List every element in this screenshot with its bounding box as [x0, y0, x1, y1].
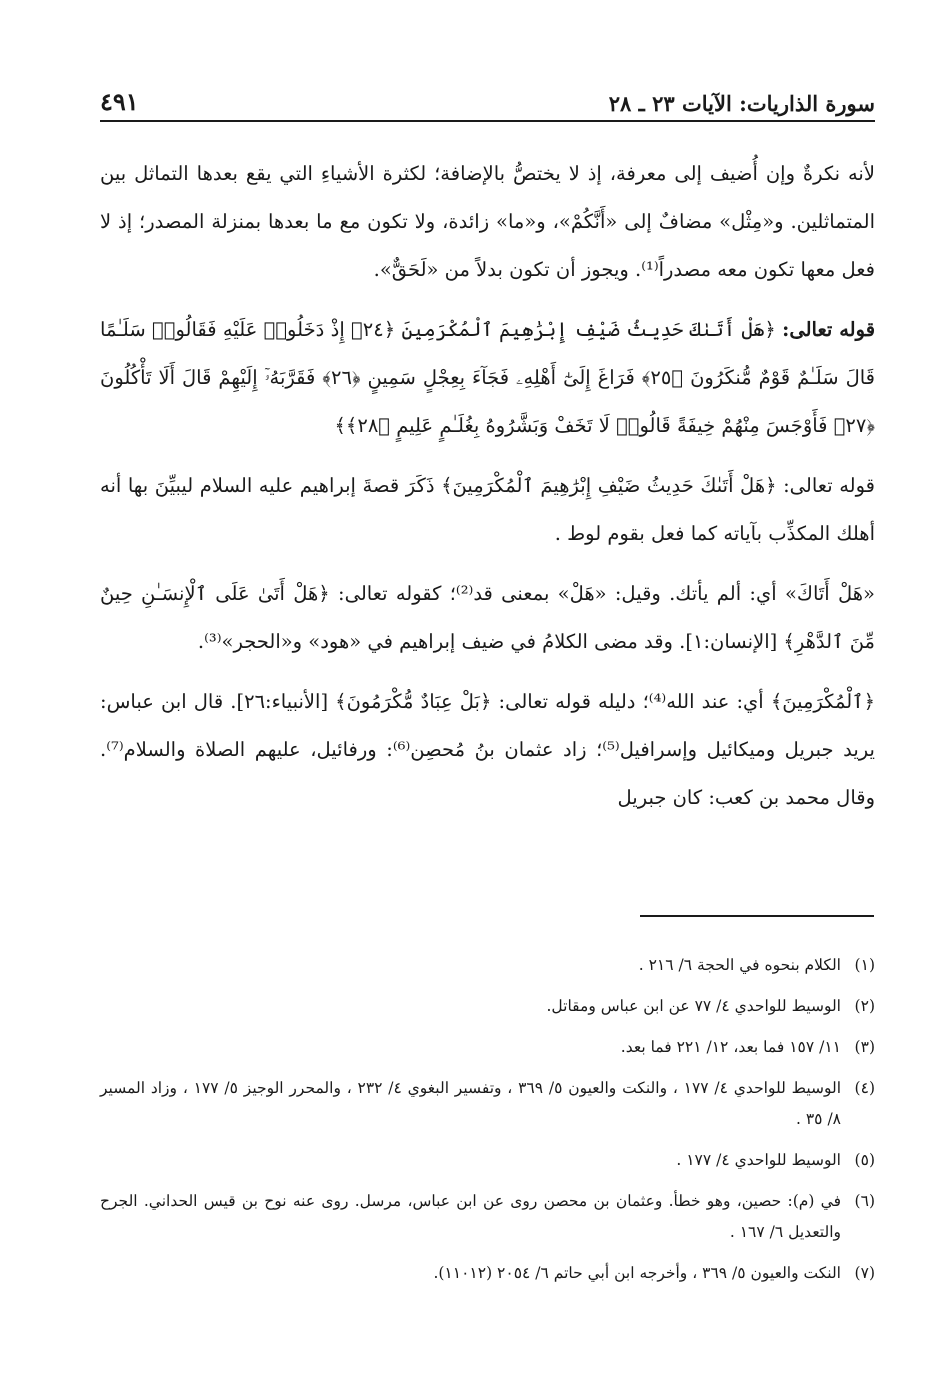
footnote-3 [100, 1032, 875, 1063]
paragraph-1: لأنه نكرةٌ وإن أُضيف إلى معرفة، إذ لا يختصُّ بالإضافة؛ لكثرة الأشياءِ التي يقع بعدها التماثل بين المتماثلين. و«مِثْل» مضافٌ إلى «أَنَّكُمْ»، و«ما» زائدة، ولا تكون مع ما بعدها بمنزلة المصدر؛ إذ لا فعل معها تكون معه مصدراً⁽¹⁾. ويجوز أن تكون بدلاً من «لَحَقٌّ». [100, 162, 875, 281]
footnote-text: في (م): حصين، وهو خطأ. وعثمان بن محصن روى عن ابن عباس، مرسل. روى عنه نوح بن قيس الحداني. الجرح والتعديل ٦/ ١٦٧ . [100, 1192, 841, 1241]
footnote-4 [100, 1073, 875, 1135]
footnote-2 [100, 991, 875, 1022]
page-number: ٤٩١ [100, 87, 139, 116]
footnote-number: (٢) [854, 997, 875, 1015]
footnote-text: ١١/ ١٥٧ فما بعد، ١٢/ ٢٢١ فما بعد. [620, 1038, 841, 1056]
footnote-number: (٧) [854, 1264, 875, 1282]
quran-verses: ﴿هَلْ أَتَىٰكَ حَدِيثُ ضَيْفِ إِبْرَٰهِيمَ ٱلْمُكْرَمِينَ ﴿٢٤﴾ إِذْ دَخَلُوا۟ عَلَيْهِ فَقَالُوا۟ سَلَـٰمًا قَالَ سَلَـٰمٌ قَوْمٌ مُّنكَرُونَ ﴿٢٥﴾ فَرَاغَ إِلَىٰٓ أَهْلِهِۦ فَجَآءَ بِعِجْلٍ سَمِينٍ ﴿٢٦﴾ فَقَرَّبَهُۥٓ إِلَيْهِمْ قَالَ أَلَا تَأْكُلُونَ ﴿٢٧﴾ فَأَوْجَسَ مِنْهُمْ خِيفَةً قَالُوا۟ لَا تَخَفْ وَبَشَّرُوهُ بِغُلَـٰمٍ عَلِيمٍ ﴿٢٨﴾﴾ [100, 318, 876, 437]
verse-lead: قوله تعالى: [782, 318, 876, 341]
footnote-1 [100, 950, 875, 981]
footnote-6 [100, 1186, 875, 1248]
footnote-text: الوسيط للواحدي ٤/ ١٧٧ . [676, 1151, 841, 1169]
paragraph-3: قوله تعالى: ﴿هَلْ أَتَىٰكَ حَدِيثُ ضَيْفِ إِبْرَٰهِيمَ ٱلْمُكْرَمِينَ﴾ ذَكَرَ قصةَ إبراهيم عليه السلام ليبيِّنَ بها أنه أهلك المكذِّب بآياته كما فعل بقوم لوط . [100, 474, 875, 545]
paragraph-verse [100, 306, 875, 450]
running-title: سورة الذاريات: الآيات ٢٣ ـ ٢٨ [608, 91, 875, 116]
footnote-separator [640, 915, 874, 917]
footnote-number: (٣) [854, 1038, 875, 1056]
footnote-text: النكت والعيون ٥/ ٣٦٩ ، وأخرجه ابن أبي حاتم ٦/ ٢٠٥٤ (١١٠١٢). [433, 1264, 841, 1282]
footnote-number: (٥) [854, 1151, 875, 1169]
footnote-text: الوسيط للواحدي ٤/ ١٧٧ ، والنكت والعيون ٥/ ٣٦٩ ، وتفسير البغوي ٤/ ٢٣٢ ، والمحرر الوجيز ٥/ ١٧٧ ، وزاد المسير ٨/ ٣٥ . [100, 1079, 842, 1128]
footnote-text: الكلام بنحوه في الحجة ٦/ ٢١٦ . [638, 956, 841, 974]
footnotes [100, 950, 875, 1299]
main-text [100, 150, 875, 834]
footnote-number: (١) [854, 956, 875, 974]
footnote-5 [100, 1145, 875, 1176]
footnote-number: (٤) [854, 1079, 875, 1097]
paragraph-5: ﴿ٱلْمُكْرَمِينَ﴾ أي: عند الله⁽⁴⁾؛ دليله قوله تعالى: ﴿بَلْ عِبَادٌ مُّكْرَمُونَ﴾ [الأنبياء:٢٦]. قال ابن عباس: يريد جبريل وميكائيل وإسرافيل⁽⁵⁾؛ زاد عثمان بنُ مُحصِن⁽⁶⁾: ورفائيل، عليهم الصلاة والسلام⁽⁷⁾. وقال محمد بن كعب: كان جبريل [100, 690, 876, 809]
footnote-text: الوسيط للواحدي ٤/ ٧٧ عن ابن عباس ومقاتل. [546, 997, 841, 1015]
footnote-7 [100, 1258, 875, 1289]
footnote-number: (٦) [854, 1192, 875, 1210]
paragraph-4: «هَلْ أَتَاكَ» أي: ألم يأتك. وقيل: «هَلْ» بمعنى قد⁽²⁾؛ كقوله تعالى: ﴿هَلْ أَتَىٰ عَلَى ٱلْإِنسَـٰنِ حِينٌ مِّنَ ٱلدَّهْرِ﴾ [الإنسان:١]. وقد مضى الكلامُ في ضيف إبراهيم في «هود» و«الحجر»⁽³⁾. [100, 582, 875, 653]
page-header [100, 70, 875, 122]
